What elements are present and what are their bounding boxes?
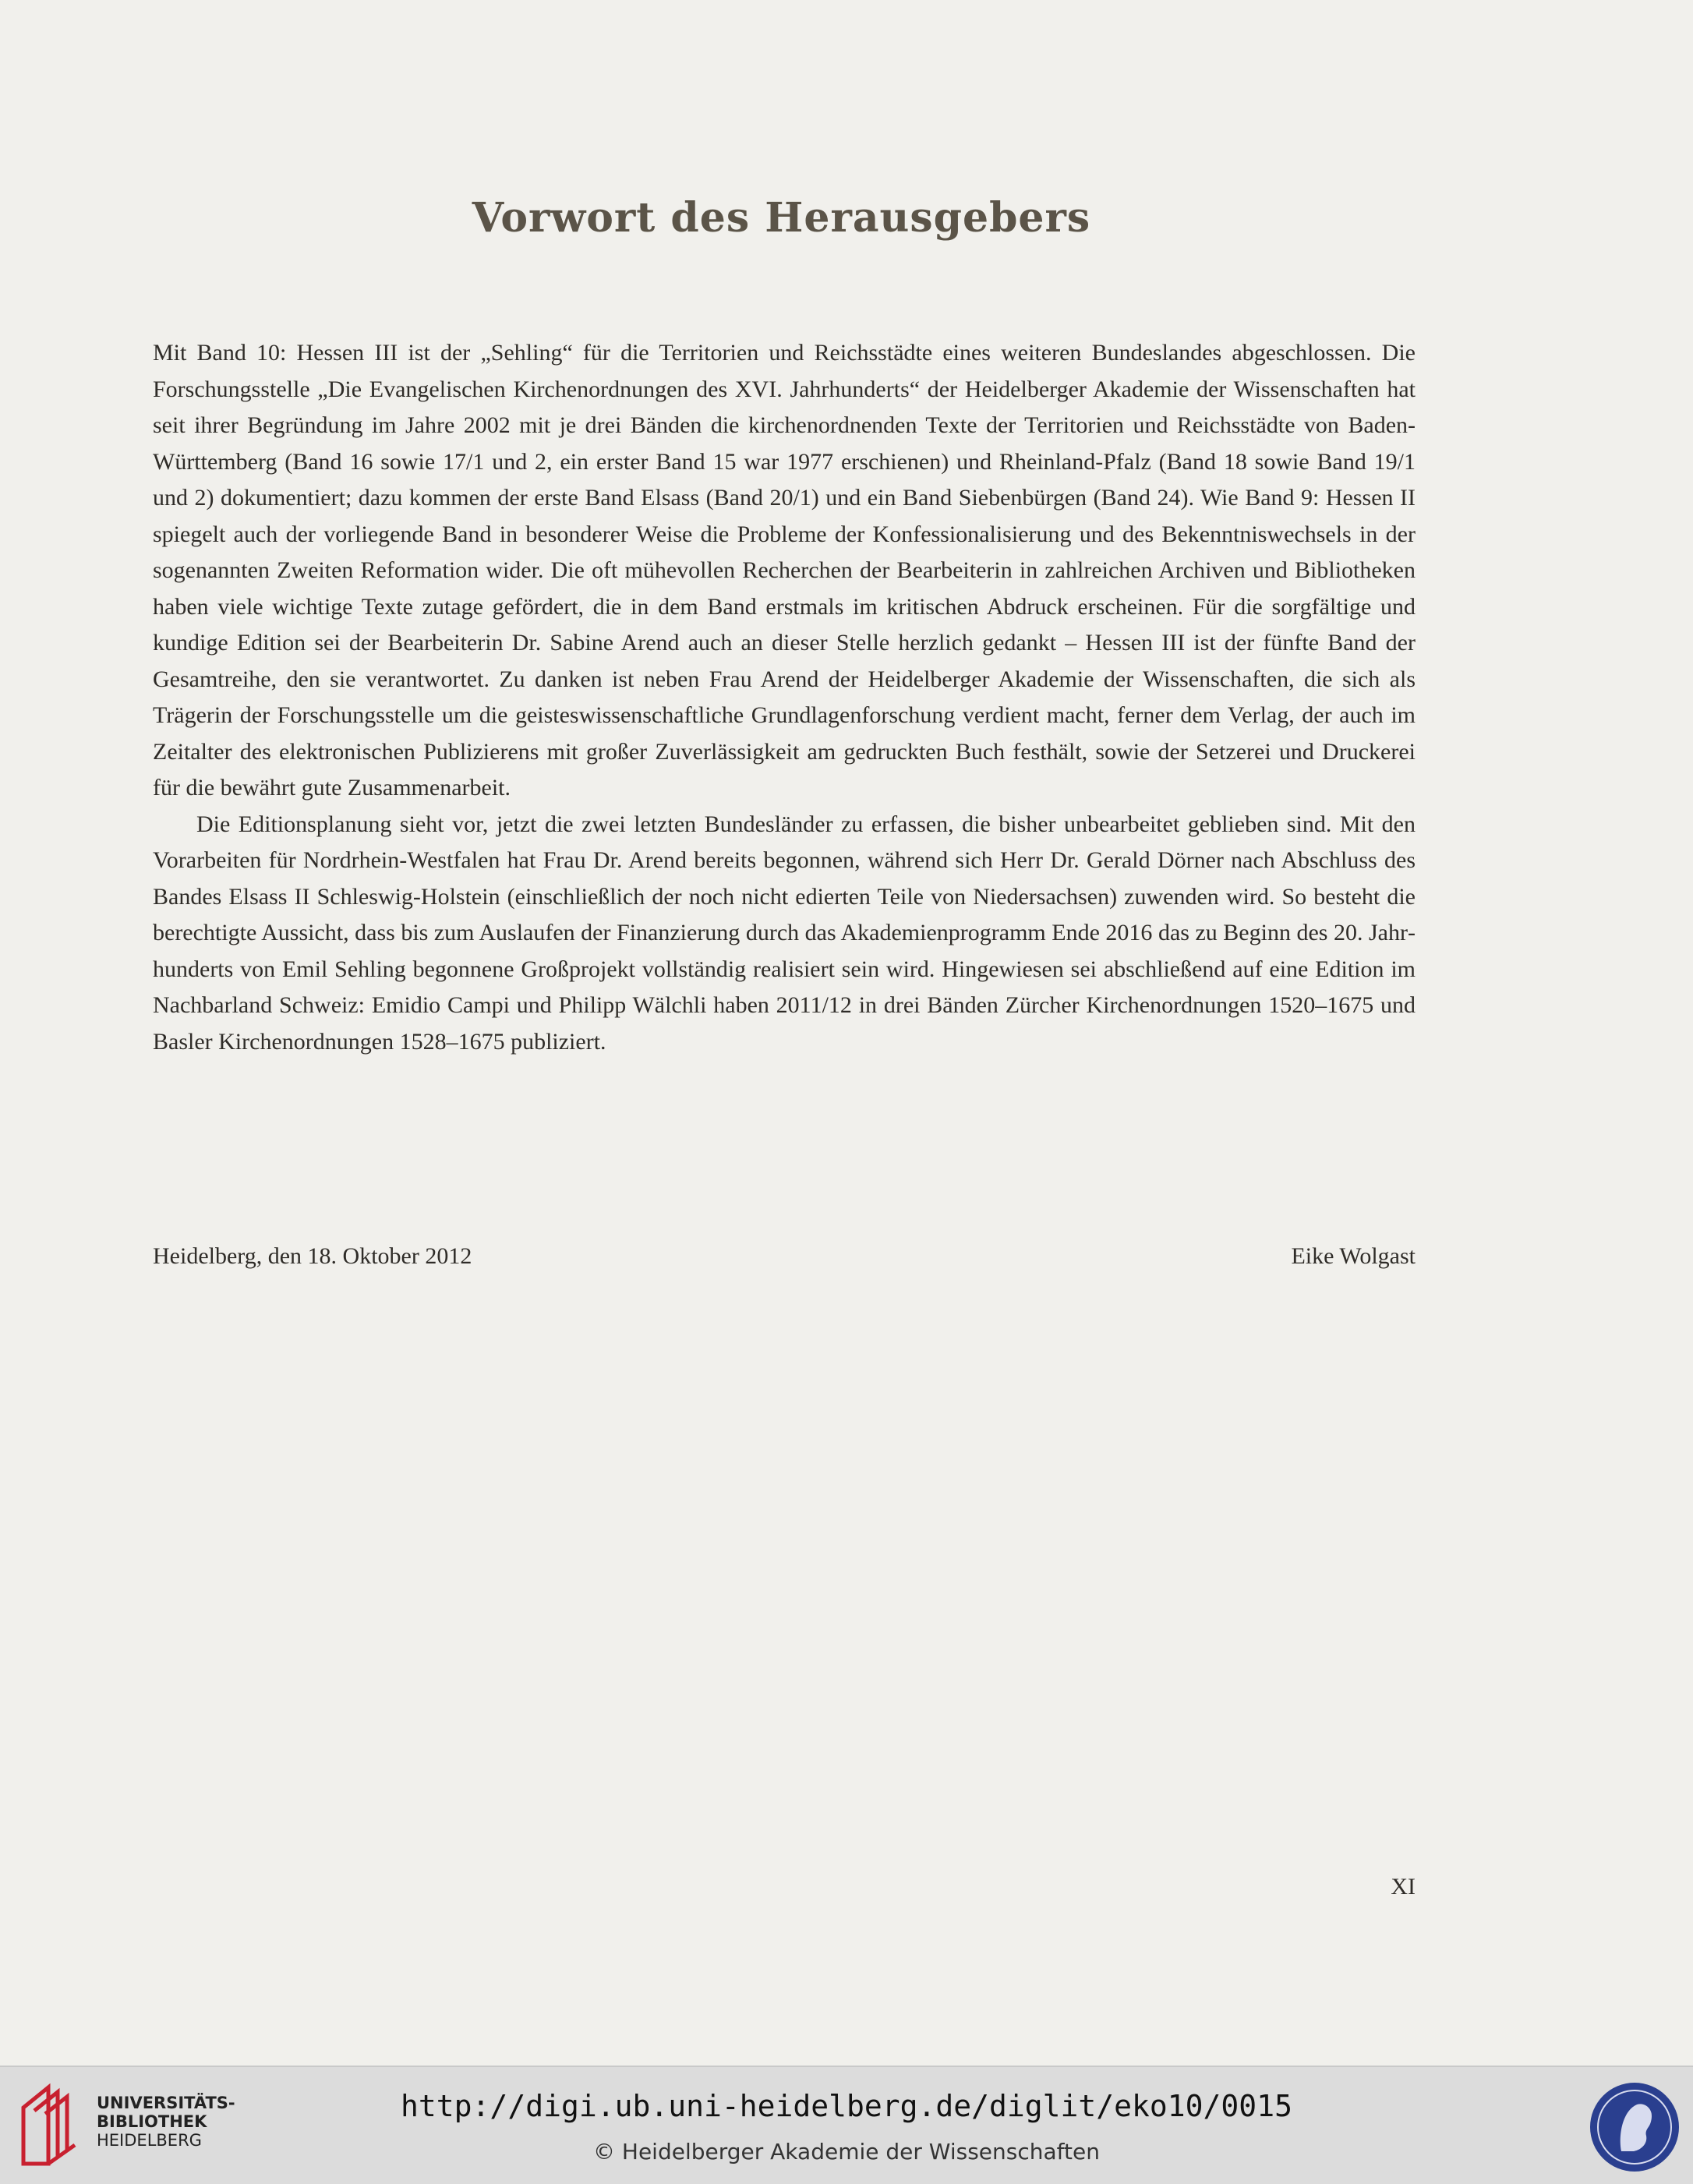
signature-row bbox=[153, 1243, 1416, 1270]
copyright-notice: © Heidelberger Akademie der Wissenschaften bbox=[592, 2139, 1100, 2165]
page-number: XI bbox=[1391, 1874, 1416, 1900]
academy-seal-icon bbox=[1587, 2080, 1682, 2175]
logo-line-1: UNIVERSITÄTS- bbox=[97, 2094, 235, 2112]
author-name: Eike Wolgast bbox=[1291, 1243, 1416, 1269]
paragraph-1: Mit Band 10: Hessen III ist der „Sehling“ für die Territorien und Reichsstädte eines weiteren Bundeslandes abgeschlossen. Die Forschungsstelle „Die Evangelischen Kirchenordnungen des XVI. Jahrhunderts“ der Heidelberger Akademie der Wissenschaften hat seit ihrer Begründung im Jahre 2002 mit je drei Bänden die kirchenordnenden Texte der Territorien und Reichsstädte von Baden-Württemberg (Band 16 sowie 17/1 und 2, ein erster Band 15 war 1977 erschienen) und Rheinland-Pfalz (Band 18 sowie Band 19/1 und 2) dokumentiert; dazu kommen der erste Band Elsass (Band 20/1) und ein Band Siebenbürgen (Band 24). Wie Band 9: Hessen II spiegelt auch der vorliegende Band in besonderer Weise die Probleme der Konfessionalisierung und des Bekenntniswechsels in der sogenannten Zweiten Reformation wider. Die oft mühevollen Recherchen der Bearbeiterin in zahlreichen Archiven und Bibliotheken haben viele wichtige Texte zutage gefördert, die in dem Band erstmals im kritischen Abdruck erscheinen. Für die sorgfältige und kundige Edition sei der Bearbeiterin Dr. Sabine Arend auch an dieser Stelle herzlich gedankt – Hessen III ist der fünfte Band der Gesamtreihe, den sie verantwortet. Zu danken ist neben Frau Arend der Heidelberger Akademie der Wissenschaften, die sich als Trägerin der Forschungsstelle um die geisteswissenschaftliche Grundlagenforschung verdient macht, ferner dem Verlag, der auch im Zeitalter des elektronischen Publizierens mit großer Zuverlässigkeit am gedruckten Buch festhält, sowie der Setzerei und Druckerei für die bewährt gute Zusammenarbeit. bbox=[153, 340, 1416, 800]
viewer-footer bbox=[0, 2066, 1693, 2184]
logo-line-2: BIBLIOTHEK bbox=[97, 2112, 207, 2131]
permalink-url[interactable]: http://digi.ub.uni-heidelberg.de/diglit/eko10/0015 bbox=[401, 2089, 1292, 2123]
paragraph-2: Die Editionsplanung sieht vor, jetzt die zwei letzten Bundesländer zu erfassen, die bisher unbearbeitet geblieben sind. Mit den Vorarbeiten für Nordrhein-Westfalen hat Frau Dr. Arend bereits begonnen, während sich Herr Dr. Gerald Dörner nach Abschluss des Bandes Elsass II Schleswig-Holstein (einschließlich der noch nicht edierten Teile von Niedersachsen) zuwenden wird. So besteht die berechtigte Aussicht, dass bis zum Auslaufen der Finanzierung durch das Akademienprogramm Ende 2016 das zu Beginn des 20. Jahrhunderts von Emil Sehling begonnene Großprojekt vollständig realisiert sein wird. Hingewiesen sei abschließend auf eine Edition im Nachbarland Schweiz: Emidio Campi und Philipp Wälchli haben 2011/12 in drei Bänden Zürcher Kirchenordnungen 1520–1675 und Basler Kirchenordnungen 1528–1675 publiziert. bbox=[153, 811, 1416, 1055]
body-text bbox=[153, 335, 1416, 1060]
place-date: Heidelberg, den 18. Oktober 2012 bbox=[153, 1243, 472, 1269]
page-title: Vorwort des Herausgebers bbox=[472, 193, 1091, 242]
logo-line-3: HEIDELBERG bbox=[97, 2131, 202, 2150]
